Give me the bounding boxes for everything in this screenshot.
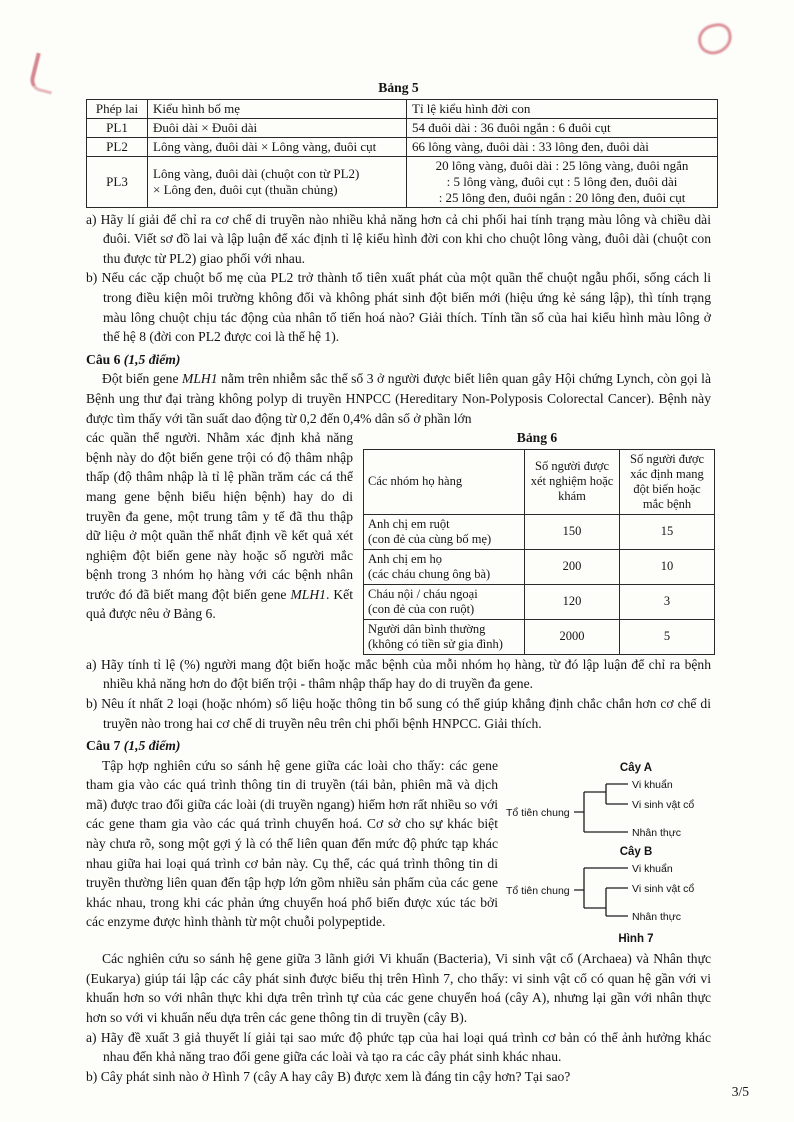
table5-title: Bảng 5 [378, 80, 419, 95]
tree-b-taxon-archaea: Vi sinh vật cổ [632, 882, 695, 895]
tree-a-root-label: Tổ tiên chung [506, 806, 570, 819]
table5-pl1-parents: Đuôi dài × Đuôi dài [148, 118, 407, 137]
tree-a-taxon-bacteria: Vi khuẩn [632, 778, 673, 791]
table-row [87, 118, 718, 137]
table6-row4-group [364, 619, 525, 654]
table5-header-kieu-hinh: Kiểu hình bố mẹ [148, 99, 407, 118]
table6-row1-tested: 150 [525, 514, 620, 549]
table5-pl3-ratio-line1: 20 lông vàng, đuôi dài : 25 lông vàng, đuôi ngắn [435, 157, 689, 173]
cau6-wrap-block [86, 428, 711, 655]
group-note: (các cháu chung ông bà) [368, 566, 491, 581]
table6-row2-tested: 200 [525, 549, 620, 584]
table6-container [363, 428, 711, 655]
cau6-intro-part1: Đột biến gene MLH1 nằm trên nhiễm sắc thể số 3 ở người được biết liên quan gây Hội chứng Lynch, còn gọi là Bệnh ung thư đại tràng không polyp di truyền HNPCC (Hereditary Non-Polyposis Colorectal Cancer). Bệnh này được tìm thấy với tần suất dao động từ 0,2 đến 0,4% dân số ở phần lớn [86, 371, 711, 426]
tree-b-diagram [506, 860, 711, 926]
red-stamp-mark-right [695, 21, 734, 57]
tree-a-diagram [506, 776, 711, 842]
group-name: Anh chị em ruột [368, 516, 450, 531]
section5-item-a: a) Hãy lí giải để chỉ ra cơ chế di truyền nào nhiều khả năng hơn cả chi phối hai tính trạng màu lông và chiều dài đuôi. Viết sơ đồ lai và lập luận để xác định tỉ lệ kiểu hình đời con khi cho chuột lông vàng, đuôi dài (chuột con thu được từ PL2) giao phối với nhau. [86, 211, 711, 266]
group-name: Cháu nội / cháu ngoại [368, 586, 478, 601]
cau6-item-a: a) Hãy tính tỉ lệ (%) người mang đột biến hoặc mắc bệnh của mỗi nhóm họ hàng, từ đó lập luận để chỉ ra bệnh nhiều khả năng hơn do đột biến trội - thâm nhập thấp hay do di truyền đa gene. [86, 656, 711, 692]
table6-header-group: Các nhóm họ hàng [364, 449, 525, 514]
tree-b-root-label: Tổ tiên chung [506, 884, 570, 897]
table5-header-ti-le: Tỉ lệ kiểu hình đời con [407, 99, 718, 118]
group-name: Người dân bình thường [368, 621, 486, 636]
cau7-intro-part1: Tập hợp nghiên cứu so sánh hệ gene giữa các loài cho thấy: các gene tham gia vào các quá trình thông tin di truyền (tái bản, phiên mã và dịch mã) được trao đổi giữa các loài (di truyền ngang) hiếm hơn rất nhiều so với các gene tham gia vào các quá trình chuyển hoá. Cơ sở cho sự khác biệt này chưa rõ, song một gợi ý là có thể liên quan đến mức độ phức tạp khác nhau giữa hai loại quá trình cơ bản này. Cụ thể, các quá trình thông tin di truyền thường liên quan đến tập hợp lớn gồm nhiều sản phẩm của các gene khác nhau, trong khi các phản ứng chuyển hoá phổ biến được xúc tác bởi các enzyme được hình thành từ một chuỗi polypeptide. [86, 757, 498, 930]
table5-pl3-ratio-line2: : 5 lông vàng, đuôi cụt : 5 lông đen, đuôi dài [446, 173, 678, 189]
group-note: (con đẻ của cùng bố mẹ) [368, 531, 492, 546]
group-name: Anh chị em họ [368, 551, 442, 566]
table5-pl3-ratio [407, 156, 718, 207]
table6-row2-positive: 10 [620, 549, 715, 584]
table-row [364, 584, 715, 619]
table5-pl2-parents: Lông vàng, đuôi dài × Lông vàng, đuôi cụt [148, 137, 407, 156]
table6-row1-group [364, 514, 525, 549]
figure7-caption: Hình 7 [618, 932, 654, 945]
table-row [364, 514, 715, 549]
tree-a-label: Cây A [619, 761, 653, 774]
tree-a-taxon-eukarya: Nhân thực [632, 826, 682, 839]
table5-pl1-id: PL1 [87, 118, 148, 137]
cau6-item-b: b) Nêu ít nhất 2 loại (hoặc nhóm) số liệu hoặc thông tin bổ sung có thể giúp khẳng định chắc chắn hơn cơ chế di truyền nào trong hai cơ chế di truyền nêu trên chi phối bệnh HNPCC. Giải thích. [86, 695, 711, 731]
cau6-heading: Câu 6 (1,5 điểm) [86, 351, 181, 367]
cau7-intro-part2: Các nghiên cứu so sánh hệ gene giữa 3 lãnh giới Vi khuẩn (Bacteria), Vi sinh vật cổ (Archaea) và Nhân thực (Eukarya) giúp tái lập các cây phát sinh được biểu thị trên Hình 7, cho thấy: vi sinh vật cổ có quan hệ gần với vi khuẩn hơn so với nhân thực khi dựa trên trình tự của các gene chuyển hoá (cây A), nhưng lại gần với nhân thực hơn so với vi khuẩn nếu dựa trên các gene thông tin di truyền (cây B). [86, 951, 711, 1026]
table6-row3-group [364, 584, 525, 619]
group-note: (không có tiền sử gia đình) [368, 636, 503, 651]
cau7-wrap-block [86, 756, 711, 950]
figure-hinh7 [506, 758, 711, 950]
table6-header-row [364, 449, 715, 514]
table5-header-phep-lai: Phép lai [87, 99, 148, 118]
tree-b-label: Cây B [619, 845, 653, 858]
tree-b-taxon-bacteria: Vi khuẩn [632, 862, 673, 875]
table5-pl1-ratio: 54 đuôi dài : 36 đuôi ngắn : 6 đuôi cụt [407, 118, 718, 137]
table5-pl2-ratio: 66 lông vàng, đuôi dài : 33 lông đen, đuôi dài [407, 137, 718, 156]
page-content [86, 78, 711, 1086]
table-row [87, 156, 718, 207]
table6-row2-group [364, 549, 525, 584]
cau7-heading: Câu 7 (1,5 điểm) [86, 738, 181, 754]
cau7-item-a: a) Hãy đề xuất 3 giả thuyết lí giải tại sao mức độ phức tạp của hai loại quá trình cơ bản có thể ảnh hưởng khác nhau đến khả năng trao đổi gene giữa các loài và tạo ra các cây phát sinh khác nhau. [86, 1029, 711, 1065]
table6-row1-positive: 15 [620, 514, 715, 549]
table6-header-positive: Số người được xác định mang đột biến hoặc mắc bệnh [620, 449, 715, 514]
table-row [87, 137, 718, 156]
table5-pl3-parents-line1: Lông vàng, đuôi dài (chuột con từ PL2) [153, 165, 360, 181]
table-row [364, 619, 715, 654]
table-5 [86, 99, 718, 208]
cau7-item-b: b) Cây phát sinh nào ở Hình 7 (cây A hay cây B) được xem là đáng tin cậy hơn? Tại sao? [86, 1068, 571, 1084]
table6-row3-positive: 3 [620, 584, 715, 619]
table5-pl2-id: PL2 [87, 137, 148, 156]
table6-row4-tested: 2000 [525, 619, 620, 654]
table5-pl3-ratio-line3: : 25 lông đen, đuôi ngắn : 20 lông đen, đuôi cụt [438, 189, 686, 205]
table6-row4-positive: 5 [620, 619, 715, 654]
table-row [364, 549, 715, 584]
red-stamp-mark-left [28, 53, 60, 95]
page-number: 3/5 [731, 1084, 749, 1099]
table5-pl3-parents [148, 156, 407, 207]
table5-header-row [87, 99, 718, 118]
table6-title: Bảng 6 [516, 430, 558, 446]
table6-row3-tested: 120 [525, 584, 620, 619]
cau6-intro-part2: các quần thể người. Nhằm xác định khả năng bệnh này do đột biến gene trội có độ thâm nhập thấp (độ thâm nhập là tỉ lệ phần trăm các cá thể mang gene bệnh biểu hiện bệnh) hay do di truyền đa gene, một trung tâm y tế đã thu thập dữ liệu ở một quần thể nhất định về kết quả xét nghiệm đột biến gene này hoặc số người mắc bệnh trong 3 nhóm họ hàng với các bệnh nhân trước đó đã biết mang đột biến gene MLH1. Kết quả được nêu ở Bảng 6. [86, 430, 353, 622]
table5-pl3-parents-line2: × Lông đen, đuôi cụt (thuần chủng) [153, 181, 338, 197]
table5-pl3-id: PL3 [87, 156, 148, 207]
group-note: (con đẻ của con ruột) [368, 601, 475, 616]
tree-a-taxon-archaea: Vi sinh vật cổ [632, 798, 695, 811]
tree-b-taxon-eukarya: Nhân thực [632, 910, 682, 923]
table-6 [363, 449, 715, 655]
section5-item-b: b) Nếu các cặp chuột bố mẹ của PL2 trở thành tổ tiên xuất phát của một quần thể chuột ngẫu phối, sống cách li trong điều kiện môi trường không đổi và không phát sinh đột biến mới (hiệu ứng kẻ sáng lập), thì tính trạng màu lông chuột chịu tác động của nhân tố tiến hoá nào? Giải thích. Tính tần số của hai kiểu hình màu lông ở thế hệ 8 (đời con PL2 được coi là thế hệ 1). [86, 270, 711, 345]
table6-header-tested: Số người được xét nghiệm hoặc khám [525, 449, 620, 514]
